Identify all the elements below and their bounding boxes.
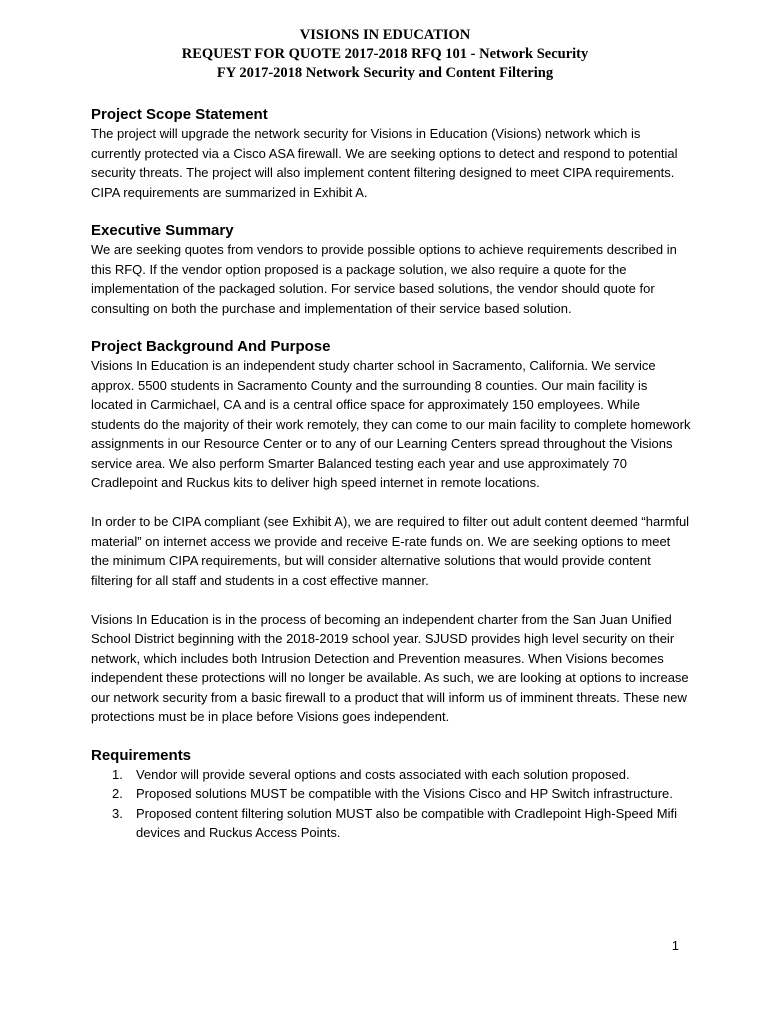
section-paragraph: In order to be CIPA compliant (see Exhibit A), we are required to filter out adult content deemed “harmful material” on internet access we provide and receive E-rate funds on. We are seeking options to meet the minimum CIPA requirements, but will consider alternative solutions that would provide content filtering for all staff and students in a cost effective manner. (91, 514, 690, 588)
list-text: Proposed content filtering solution MUST also be compatible with Cradlepoint High-Speed Mifi devices and Ruckus Access Points. (136, 805, 677, 840)
header-fiscal-year: FY 2017-2018 Network Security and Content Filtering (216, 65, 554, 81)
list-item (91, 804, 691, 843)
requirements-list (91, 765, 691, 843)
page-number: 1 (671, 938, 679, 953)
header-organization: VISIONS IN EDUCATION (299, 27, 471, 43)
list-text: Vendor will provide several options and costs associated with each solution proposed. (136, 766, 630, 782)
list-number: 2. (112, 786, 123, 801)
section-executive-summary (91, 221, 691, 318)
list-text: Proposed solutions MUST be compatible with the Visions Cisco and HP Switch infrastructure. (136, 786, 673, 801)
document-header (0, 26, 770, 83)
section-paragraph: The project will upgrade the network security for Visions in Education (Visions) network which is currently protected via a Cisco ASA firewall. We are seeking options to detect and respond to potential security threats. The project will also implement content filtering designed to meet CIPA requirements. CIPA requirements are summarized in Exhibit A. (91, 126, 678, 200)
list-item (91, 784, 691, 804)
section-project-scope (91, 105, 691, 202)
list-item (91, 765, 691, 785)
document-body (91, 105, 691, 862)
section-project-background (91, 337, 691, 727)
section-paragraph: We are seeking quotes from vendors to provide possible options to achieve requirements described in this RFQ. If the vendor option proposed is a package solution, we also require a quote for the implementation of the packaged solution. For service based solutions, the vendor should quote for consulting on both the purchase and implementation of their service based solution. (91, 242, 677, 316)
section-paragraph: Visions In Education is in the process of becoming an independent charter from the San Juan Unified School District beginning with the 2018-2019 school year. SJUSD provides high level security on their network, which includes both Intrusion Detection and Prevention measures. When Visions becomes independent these protections will no longer be available. As such, we are looking at options to increase our network security from a basic firewall to a product that will inform us of imminent threats. These new protections must be in place before Visions goes independent. (91, 611, 689, 724)
section-requirements (91, 746, 691, 843)
section-heading: Project Background And Purpose (91, 338, 331, 355)
section-heading: Requirements (91, 746, 192, 764)
list-number: 3. (112, 805, 123, 821)
list-number: 1. (112, 766, 123, 782)
section-heading: Executive Summary (91, 222, 234, 239)
section-heading: Project Scope Statement (91, 106, 268, 123)
header-rfq-title: REQUEST FOR QUOTE 2017-2018 RFQ 101 - Network Security (181, 46, 589, 62)
section-paragraph: Visions In Education is an independent study charter school in Sacramento, California. We service approx. 5500 students in Sacramento County and the surrounding 8 counties. Our main facility is located in Carmichael, CA and is a central office space for approximately 150 employees. While students do the majority of their work remotely, they can come to our main facility to complete homework assignments in our Resource Center or to any of our Learning Centers spread throughout the Visions service area. We also perform Smarter Balanced testing each year and use approximately 70 Cradlepoint and Ruckus kits to deliver high speed internet in remote locations. (91, 358, 691, 490)
